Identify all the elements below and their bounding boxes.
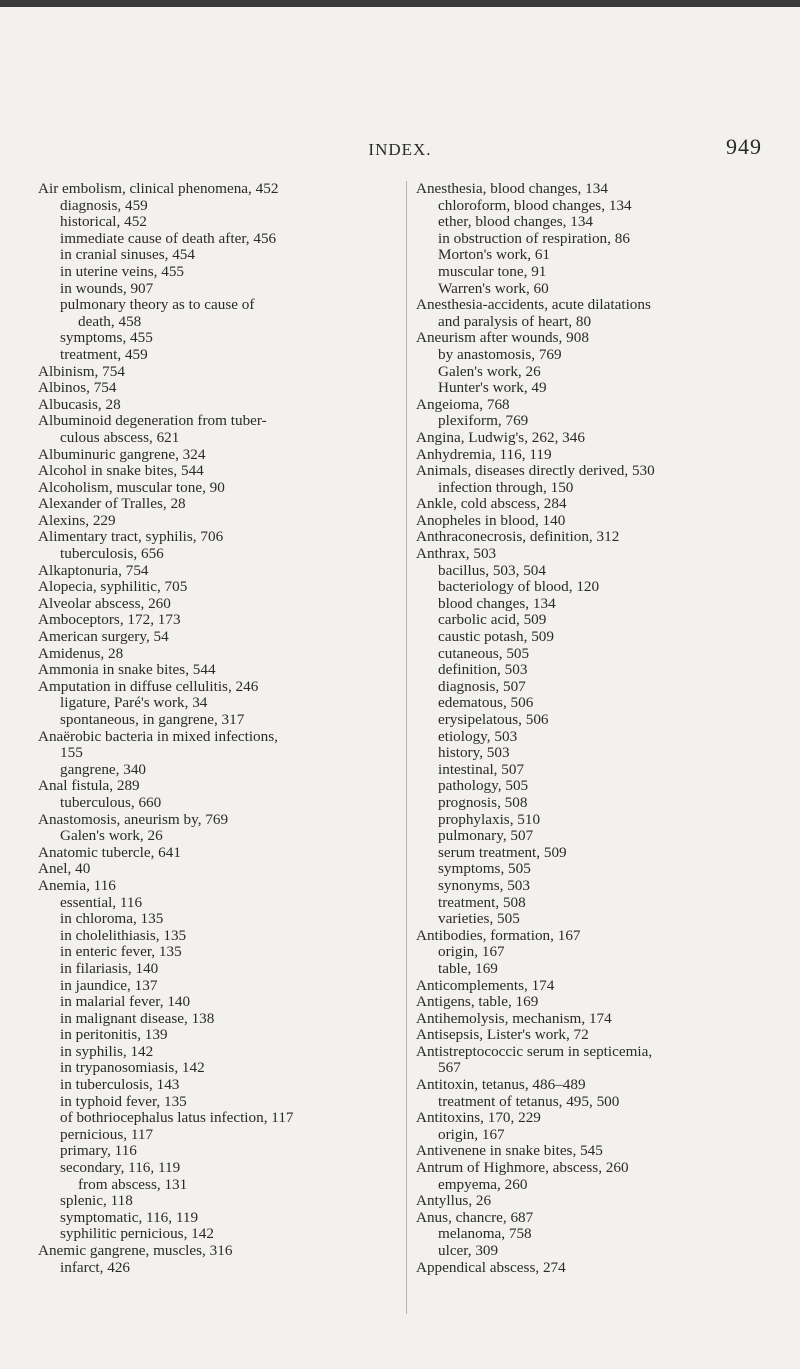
index-entry: Albinism, 754	[38, 362, 125, 380]
index-entry: Albucasis, 28	[38, 395, 121, 413]
index-entry: Anatomic tubercle, 641	[38, 843, 181, 861]
index-subentry: infarct, 426	[60, 1258, 131, 1276]
index-entry: Anastomosis, aneurism by, 769	[38, 810, 229, 828]
index-entry: Alveolar abscess, 260	[38, 594, 171, 612]
index-entry: Anus, chancre, 687	[416, 1208, 534, 1226]
index-entry: Anesthesia-accidents, acute dilatations	[416, 296, 651, 314]
index-subentry: in typhoid fever, 135	[60, 1092, 187, 1110]
index-subentry: infection through, 150	[438, 478, 574, 496]
index-subentry: Hunter's work, 49	[438, 379, 547, 397]
index-entry: Alcohol in snake bites, 544	[38, 462, 204, 480]
index-entry: American surgery, 54	[38, 628, 169, 646]
index-subentry: etiology, 503	[438, 727, 518, 745]
index-entry: Anhydremia, 116, 119	[416, 445, 552, 463]
index-subentry: edematous, 506	[438, 694, 534, 712]
index-subentry: from abscess, 131	[78, 1175, 188, 1193]
index-entry: Albuminoid degeneration from tuber-	[38, 412, 267, 430]
page-header	[0, 134, 800, 174]
index-entry: Antihemolysis, mechanism, 174	[416, 1009, 612, 1027]
index-entry: Ammonia in snake bites, 544	[38, 661, 216, 679]
index-subentry: culous abscess, 621	[60, 428, 180, 446]
index-subentry: Morton's work, 61	[438, 246, 551, 264]
index-subentry: in malarial fever, 140	[60, 993, 191, 1011]
index-subentry: origin, 167	[438, 1125, 505, 1143]
index-entry: Alexander of Tralles, 28	[38, 495, 186, 513]
index-entry: Anaërobic bacteria in mixed infections,	[38, 727, 278, 745]
page-number: 949	[726, 134, 762, 159]
index-entry: Antistreptococcic serum in septicemia,	[416, 1042, 653, 1060]
index-entry: Ankle, cold abscess, 284	[416, 495, 567, 513]
index-entry: Anemic gangrene, muscles, 316	[38, 1242, 233, 1259]
index-subentry: in wounds, 907	[60, 279, 154, 297]
index-subentry: pernicious, 117	[60, 1125, 154, 1143]
index-subentry: symptoms, 455	[60, 329, 153, 347]
index-subentry: serum treatment, 509	[438, 843, 567, 861]
index-subentry: chloroform, blood changes, 134	[438, 196, 632, 214]
index-subentry: prophylaxis, 510	[438, 810, 541, 828]
index-subentry: in syphilis, 142	[60, 1042, 154, 1060]
index-entry: Amputation in diffuse cellulitis, 246	[38, 677, 259, 695]
index-subentry: caustic potash, 509	[438, 628, 554, 646]
index-subentry: symptoms, 505	[438, 860, 531, 878]
index-subentry: table, 169	[438, 959, 498, 977]
index-subentry: diagnosis, 507	[438, 677, 526, 695]
index-entry: Alcoholism, muscular tone, 90	[38, 478, 225, 496]
index-entry: Antisepsis, Lister's work, 72	[416, 1026, 589, 1044]
index-entry: Angeioma, 768	[416, 395, 510, 413]
index-subentry: in peritonitis, 139	[60, 1026, 168, 1044]
index-subentry: empyema, 260	[438, 1175, 528, 1193]
index-subentry: syphilitic pernicious, 142	[60, 1225, 214, 1243]
index-subentry: 567	[438, 1059, 461, 1077]
index-entry: Anesthesia, blood changes, 134	[416, 180, 608, 197]
index-entry: Appendical abscess, 274	[416, 1258, 566, 1276]
index-subentry: of bothriocephalus latus infection, 117	[60, 1109, 294, 1127]
running-head: INDEX.	[368, 140, 432, 159]
index-subentry: in uterine veins, 455	[60, 262, 185, 280]
index-entry: Antigens, table, 169	[416, 993, 539, 1011]
index-subentry: origin, 167	[438, 943, 505, 961]
index-subentry: in chloroma, 135	[60, 910, 164, 928]
index-entry: Animals, diseases directly derived, 530	[416, 462, 655, 480]
index-subentry: ulcer, 309	[438, 1242, 499, 1259]
top-edge-rule	[0, 0, 800, 7]
index-subentry: 155	[60, 744, 83, 762]
index-subentry: pulmonary, 507	[438, 827, 534, 845]
index-subentry: intestinal, 507	[438, 760, 525, 778]
index-entry: Albuminuric gangrene, 324	[38, 445, 206, 463]
index-subentry: pulmonary theory as to cause of	[60, 296, 255, 314]
index-subentry: essential, 116	[60, 893, 143, 911]
index-entry: Amboceptors, 172, 173	[38, 611, 181, 629]
column-divider	[406, 181, 407, 1314]
index-entry: Anthraconecrosis, definition, 312	[416, 528, 620, 546]
index-entry: Antrum of Highmore, abscess, 260	[416, 1159, 629, 1177]
index-entry: Anopheles in blood, 140	[416, 511, 566, 529]
index-subentry: plexiform, 769	[438, 412, 529, 430]
index-entry: Aneurism after wounds, 908	[416, 329, 589, 347]
index-subentry: in malignant disease, 138	[60, 1009, 215, 1027]
index-subentry: varieties, 505	[438, 910, 520, 928]
index-subentry: in obstruction of respiration, 86	[438, 229, 630, 247]
index-entry: Anemia, 116	[38, 876, 116, 894]
index-entry: Anthrax, 503	[416, 545, 497, 563]
index-subentry: treatment, 508	[438, 893, 526, 911]
index-entry: Alkaptonuria, 754	[38, 561, 149, 579]
index-column-left	[38, 181, 396, 1276]
index-subentry: gangrene, 340	[60, 760, 147, 778]
index-entry: Antivenene in snake bites, 545	[416, 1142, 603, 1160]
index-subentry: death, 458	[78, 312, 142, 330]
index-subentry: ligature, Paré's work, 34	[60, 694, 208, 712]
index-subentry: Galen's work, 26	[60, 827, 163, 845]
index-subentry: definition, 503	[438, 661, 528, 679]
index-subentry: blood changes, 134	[438, 594, 556, 612]
index-subentry: melanoma, 758	[438, 1225, 532, 1243]
index-subentry: pathology, 505	[438, 777, 529, 795]
index-entry: Anticomplements, 174	[416, 976, 555, 994]
index-subentry: prognosis, 508	[438, 793, 528, 811]
index-subentry: symptomatic, 116, 119	[60, 1208, 199, 1226]
index-subentry: in cholelithiasis, 135	[60, 926, 187, 944]
index-entry: Air embolism, clinical phenomena, 452	[38, 180, 279, 197]
index-subentry: cutaneous, 505	[438, 644, 530, 662]
index-subentry: Warren's work, 60	[438, 279, 549, 297]
index-entry: Alimentary tract, syphilis, 706	[38, 528, 224, 546]
index-subentry: treatment of tetanus, 495, 500	[438, 1092, 620, 1110]
index-entry: Anal fistula, 289	[38, 777, 140, 795]
index-subentry: immediate cause of death after, 456	[60, 229, 277, 247]
index-entry: Alexins, 229	[38, 511, 116, 529]
index-subentry: carbolic acid, 509	[438, 611, 547, 629]
index-subentry: in jaundice, 137	[60, 976, 158, 994]
index-subentry: historical, 452	[60, 213, 147, 231]
index-subentry: treatment, 459	[60, 345, 148, 363]
index-subentry: bacteriology of blood, 120	[438, 578, 600, 596]
index-subentry: tuberculous, 660	[60, 793, 162, 811]
index-subentry: erysipelatous, 506	[438, 711, 549, 728]
index-subentry: in tuberculosis, 143	[60, 1076, 180, 1094]
index-column-right	[416, 181, 768, 1276]
index-subentry: diagnosis, 459	[60, 196, 148, 214]
index-subentry: in cranial sinuses, 454	[60, 246, 195, 264]
index-subentry: ether, blood changes, 134	[438, 213, 594, 231]
index-entry: Anel, 40	[38, 860, 91, 878]
index-subentry: synonyms, 503	[438, 876, 530, 894]
index-subentry: muscular tone, 91	[438, 262, 547, 280]
index-subentry: Galen's work, 26	[438, 362, 541, 380]
index-entry: Antitoxins, 170, 229	[416, 1109, 541, 1127]
index-subentry: in trypanosomiasis, 142	[60, 1059, 205, 1077]
index-subentry: spontaneous, in gangrene, 317	[60, 711, 245, 728]
index-subentry: secondary, 116, 119	[60, 1159, 181, 1177]
index-entry: Antitoxin, tetanus, 486–489	[416, 1076, 586, 1094]
index-subentry: by anastomosis, 769	[438, 345, 562, 363]
index-subentry: tuberculosis, 656	[60, 545, 164, 563]
index-subentry: splenic, 118	[60, 1192, 133, 1210]
index-entry: Angina, Ludwig's, 262, 346	[416, 428, 585, 446]
index-subentry: in enteric fever, 135	[60, 943, 182, 961]
index-subentry: and paralysis of heart, 80	[438, 312, 592, 330]
index-entry: Antibodies, formation, 167	[416, 926, 581, 944]
index-subentry: in filariasis, 140	[60, 959, 159, 977]
index-entry: Antyllus, 26	[416, 1192, 492, 1210]
index-subentry: history, 503	[438, 744, 510, 762]
index-entry: Alopecia, syphilitic, 705	[38, 578, 188, 596]
index-subentry: bacillus, 503, 504	[438, 561, 546, 579]
index-entry: Amidenus, 28	[38, 644, 124, 662]
index-subentry: primary, 116	[60, 1142, 137, 1160]
index-entry: Albinos, 754	[38, 379, 117, 397]
